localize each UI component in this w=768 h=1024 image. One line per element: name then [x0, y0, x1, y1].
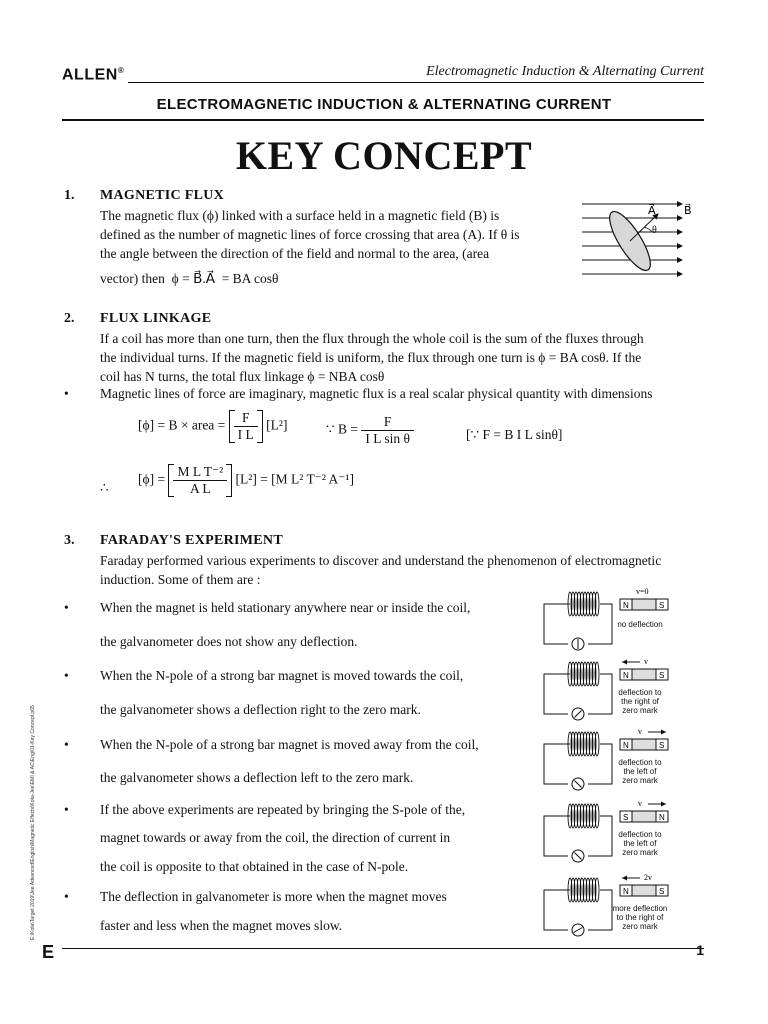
bullet-text: the coil is opposite to that obtained in the case of N-pole.	[100, 859, 409, 874]
field-vector-label: B⃗	[684, 205, 692, 217]
magnet-left-pole: S	[623, 813, 629, 822]
file-path-note: E:\Kota\Target 2019\Jee Advanced\English\Magnetic Effects\Kota-Jee\EMI & AC\Eng\01-Key Concept.p65	[30, 705, 36, 940]
bullet-text: If the above experiments are repeated by bringing the S-pole of the,	[100, 802, 466, 817]
angle-label: θ	[652, 225, 657, 236]
velocity-label: v	[638, 727, 642, 736]
figure-caption-line: no deflection	[617, 620, 663, 629]
velocity-label: 2v	[644, 873, 652, 882]
section-number: 3.	[64, 533, 75, 548]
section-number: 2.	[64, 311, 75, 326]
magnetic-flux-figure	[578, 196, 704, 292]
figure-caption	[604, 830, 676, 857]
figure-caption-line: more deflection	[612, 904, 668, 913]
velocity-label: v	[638, 799, 642, 808]
bullet: •	[64, 600, 69, 615]
bullet: •	[64, 889, 69, 904]
figure-caption-line: deflection to	[618, 688, 662, 697]
magnet-left-pole: N	[623, 741, 629, 750]
figure-caption-line: deflection to	[618, 758, 662, 767]
bullet: •	[64, 737, 69, 752]
field-equation: ∵ B = $\frac{F}{\text{I L sin θ}}$	[326, 414, 414, 447]
section-heading: FLUX LINKAGE	[100, 311, 212, 326]
velocity-label: v	[644, 657, 648, 666]
magnet-right-pole: S	[659, 741, 665, 750]
bullet: •	[64, 386, 69, 401]
figure-caption-line: zero mark	[622, 706, 658, 715]
bullet-text: the galvanometer does not show any deflection.	[100, 634, 358, 649]
velocity-label: v=0	[636, 587, 649, 596]
bullet-text: When the N-pole of a strong bar magnet is moved away from the coil,	[100, 737, 479, 752]
magnet-right-pole: N	[659, 813, 665, 822]
section-heading: MAGNETIC FLUX	[100, 188, 225, 203]
figure-caption-line: to the right of	[616, 913, 664, 922]
figure-caption	[604, 758, 676, 785]
bullet-text: magnet towards or away from the coil, the direction of current in	[100, 830, 451, 845]
section-text: The magnetic flux (ϕ) linked with a surface held in a magnetic field (B) is defined as the number of magnetic lines of force crossing that area (A). If θ is the angle between the direction of the field and normal to the area, (area vector) then ϕ = B⃗.A⃗ = BA cosθ	[100, 208, 520, 286]
magnet-left-pole: N	[623, 887, 629, 896]
section-number: 1.	[64, 188, 75, 203]
dimension-equation: [ϕ] = B × area = $\frac{F}{\text{I L}}$ [L²]	[138, 410, 288, 442]
header-rule	[128, 82, 704, 83]
page-title: KEY CONCEPT	[235, 133, 533, 178]
force-equation: [∵ F = B I L sinθ]	[466, 427, 563, 442]
figure-caption-line: zero mark	[622, 848, 658, 857]
page-number: 1	[696, 942, 704, 958]
figure-caption-line: zero mark	[622, 922, 658, 931]
edition-letter: E	[42, 942, 55, 962]
bullet-text: the galvanometer shows a deflection left to the zero mark.	[100, 770, 414, 785]
bullet-text: the galvanometer shows a deflection right to the zero mark.	[100, 702, 421, 717]
magnet-left-pole: N	[623, 671, 629, 680]
bullet: •	[64, 668, 69, 683]
bullet-text: Magnetic lines of force are imaginary, magnetic flux is a real scalar physical quantity with dimensions	[100, 386, 653, 401]
magnet-right-pole: S	[659, 887, 665, 896]
running-title: Electromagnetic Induction & Alternating Current	[426, 64, 704, 79]
area-vector-label: A⃗	[648, 205, 656, 217]
bullet-text: The deflection in galvanometer is more when the magnet moves	[100, 889, 447, 904]
bullet: •	[64, 802, 69, 817]
section-text: Faraday performed various experiments to discover and understand the phenomenon of electromagnetic induction. Some of them are :	[100, 553, 662, 587]
footer-rule	[62, 948, 704, 949]
subject-heading: ELECTROMAGNETIC INDUCTION & ALTERNATING CURRENT	[156, 96, 612, 113]
figure-caption	[604, 688, 676, 715]
figure-caption-line: the right of	[621, 697, 659, 706]
section-heading: FARADAY'S EXPERIMENT	[100, 533, 283, 548]
magnet-left-pole: N	[623, 601, 629, 610]
figure-caption-line: zero mark	[622, 776, 658, 785]
bullet-text: When the magnet is held stationary anywhere near or inside the coil,	[100, 600, 471, 615]
bullet-text: faster and less when the magnet moves slow.	[100, 918, 343, 933]
magnet-right-pole: S	[659, 601, 665, 610]
figure-caption	[604, 620, 676, 629]
figure-caption	[604, 904, 676, 931]
bullet-text: When the N-pole of a strong bar magnet is moved towards the coil,	[100, 668, 464, 683]
figure-caption-line: deflection to	[618, 830, 662, 839]
figure-caption-line: the left of	[623, 839, 657, 848]
magnet-right-pole: S	[659, 671, 665, 680]
section-text: If a coil has more than one turn, then the flux through the whole coil is the sum of the fluxes through the individual turns. If the magnetic field is uniform, the flux through one turn is ϕ = BA cosθ. If the coil has N turns, the total flux linkage ϕ = NBA cosθ	[100, 331, 644, 384]
figure-caption-line: the left of	[623, 767, 657, 776]
subject-rule	[62, 119, 704, 121]
therefore-symbol: ∴	[100, 480, 109, 495]
publisher-logo: ALLEN®	[62, 66, 125, 84]
flux-dimension-equation: [ϕ] = $\frac{\text{M L T⁻²}}{\text{A L}}$ [L²] = [M L² T⁻² A⁻¹]	[138, 464, 354, 496]
